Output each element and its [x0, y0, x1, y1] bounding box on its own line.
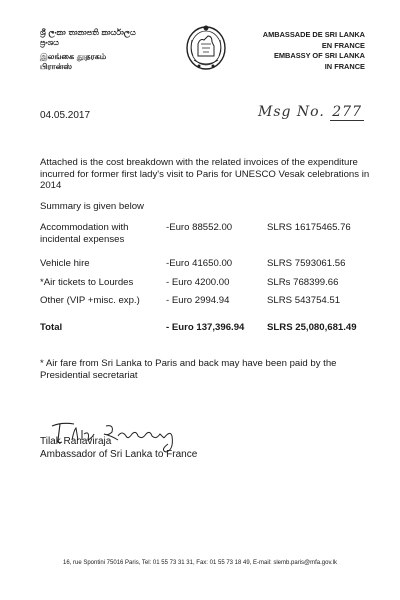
table-total-euro: - Euro 137,396.94 [166, 322, 245, 333]
header-french-line-2: EN FRANCE [321, 40, 365, 50]
letter-date: 04.05.2017 [40, 110, 91, 121]
table-cell-item: Accommodation with incidental expenses [40, 222, 129, 245]
header-sinhala-line-2: ප්‍රංශය [40, 38, 59, 47]
header-tamil-line-1: இலங்கை தூதரகம் [40, 52, 107, 61]
table-cell-slrs: SLRS 543754.51 [267, 295, 341, 306]
header-french-line-1: AMBASSADE DE SRI LANKA [262, 30, 365, 39]
table-cell-euro: -Euro 88552.00 [166, 222, 233, 233]
msg-prefix: Msg No. [258, 104, 331, 120]
intro-paragraph: Attached is the cost breakdown with the related invoices of the expenditure incurred for former first lady's visit to Paris for UNESCO Vesak celebrations in 2014 [40, 157, 370, 191]
table-cell-euro: - Euro 2994.94 [166, 295, 230, 306]
handwritten-message-number [258, 104, 364, 121]
header-sinhala-line-1: ශ්‍රී ලංකා තානාපති කාර්යාලය [40, 28, 136, 37]
msg-number: 277 [332, 104, 362, 120]
header-tamil-line-2: பிரான்ஸ் [40, 62, 72, 71]
table-cell-slrs: SLRs 768399.66 [267, 277, 339, 288]
summary-label: Summary is given below [40, 201, 144, 212]
table-total-label: Total [40, 322, 63, 333]
table-cell-item: Vehicle hire [40, 258, 90, 269]
footnote: * Air fare from Sri Lanka to Paris and back may have been paid by the Presidential secretariat [40, 358, 337, 381]
header-left-block [40, 28, 180, 72]
table-cell-euro: -Euro 41650.00 [166, 258, 233, 269]
signer-name: Tilak Ranaviraja [40, 436, 112, 447]
table-cell-slrs: SLRS 7593061.56 [267, 258, 346, 269]
header-english-line-2: IN FRANCE [324, 61, 365, 71]
header-right-block [205, 30, 365, 72]
table-cell-euro: - Euro 4200.00 [166, 277, 230, 288]
table-cell-item: Other (VIP +misc. exp.) [40, 295, 140, 306]
table-total-slrs: SLRS 25,080,681.49 [267, 322, 357, 333]
signer-title: Ambassador of Sri Lanka to France [40, 449, 198, 460]
table-cell-item: *Air tickets to Lourdes [40, 277, 134, 288]
header-english-line-1: EMBASSY OF SRI LANKA [273, 51, 365, 60]
table-cell-slrs: SLRS 16175465.76 [267, 222, 351, 233]
footer-address: 16, rue Spontini 75016 Paris, Tel: 01 55 73 31 31, Fax: 01 55 73 18 49, E-mail: slemb.paris@mfa.gov.lk [62, 560, 338, 566]
